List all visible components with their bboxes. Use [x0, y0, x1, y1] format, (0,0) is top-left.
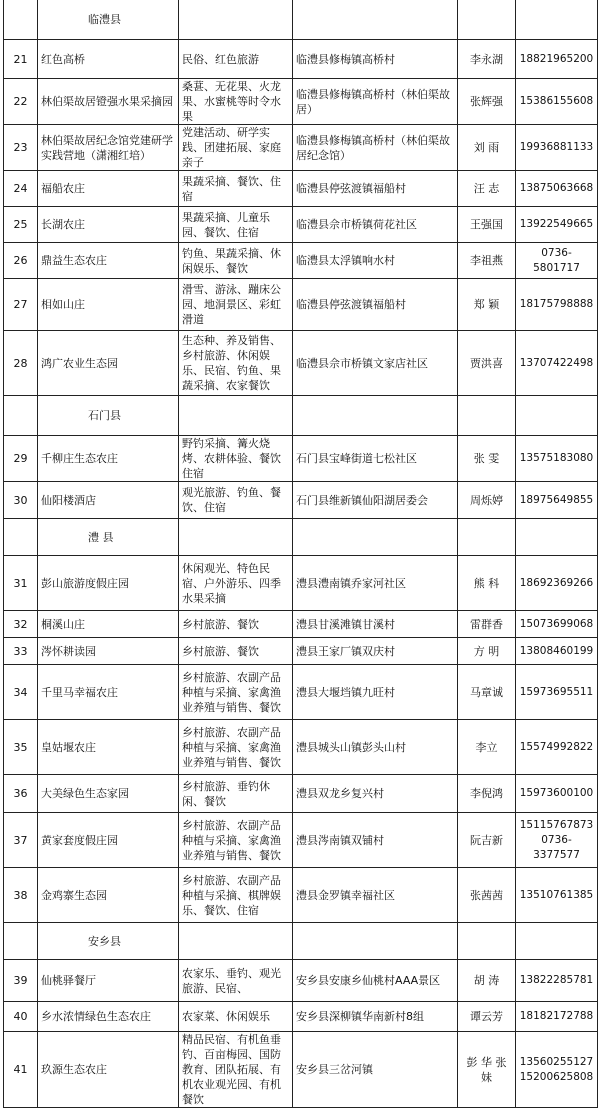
venue-address: 澧县王家厂镇双庆村 — [293, 638, 458, 665]
row-number: 29 — [4, 436, 38, 482]
table-row — [4, 79, 598, 125]
contact-person: 熊 科 — [458, 556, 516, 611]
venue-name: 金鸡寨生态园 — [38, 868, 179, 923]
empty-cell — [4, 0, 38, 40]
empty-cell — [4, 923, 38, 960]
empty-cell — [179, 923, 293, 960]
row-number: 38 — [4, 868, 38, 923]
table-row — [4, 638, 598, 665]
contact-phone: 13510761385 — [516, 868, 598, 923]
venue-activities: 桑葚、无花果、火龙果、水蜜桃等时令水果 — [179, 79, 293, 125]
row-number: 27 — [4, 279, 38, 331]
contact-person: 马章诚 — [458, 665, 516, 720]
contact-person: 刘 雨 — [458, 125, 516, 171]
empty-cell — [458, 923, 516, 960]
county-name: 澧 县 — [38, 519, 179, 556]
contact-phone: 15574992822 — [516, 720, 598, 775]
venue-name: 彭山旅游度假庄园 — [38, 556, 179, 611]
contact-person: 张茜茜 — [458, 868, 516, 923]
contact-phone: 15973600100 — [516, 775, 598, 813]
venue-activities: 乡村旅游、餐饮 — [179, 638, 293, 665]
contact-phone: 18175798888 — [516, 279, 598, 331]
row-number: 23 — [4, 125, 38, 171]
contact-phone: 13875063668 — [516, 171, 598, 207]
row-number: 35 — [4, 720, 38, 775]
table-row — [4, 482, 598, 519]
venue-activities: 民俗、红色旅游 — [179, 40, 293, 79]
venue-name: 乡水浓情绿色生态农庄 — [38, 1002, 179, 1032]
row-number: 40 — [4, 1002, 38, 1032]
county-name: 安乡县 — [38, 923, 179, 960]
venue-activities: 乡村旅游、农副产品种植与采摘、家禽渔业养殖与销售、餐饮 — [179, 665, 293, 720]
county-name: 石门县 — [38, 396, 179, 436]
venue-name: 桐溪山庄 — [38, 611, 179, 638]
venue-name: 鼎益生态农庄 — [38, 243, 179, 279]
contact-phone: 18821965200 — [516, 40, 598, 79]
venue-name: 林伯渠故居镫强水果采摘园 — [38, 79, 179, 125]
venue-activities: 党建活动、研学实践、团建拓展、家庭亲子 — [179, 125, 293, 171]
venue-activities: 乡村旅游、垂钓休闲、餐饮 — [179, 775, 293, 813]
row-number: 31 — [4, 556, 38, 611]
venue-activities: 生态种、养及销售、乡村旅游、休闲娱乐、民宿、钓鱼、果蔬采摘、农家餐饮 — [179, 331, 293, 396]
table-body — [4, 0, 598, 1108]
contact-person: 雷群香 — [458, 611, 516, 638]
venue-name: 福船农庄 — [38, 171, 179, 207]
venue-name: 红色高桥 — [38, 40, 179, 79]
contact-person: 张 雯 — [458, 436, 516, 482]
contact-phone: 18692369266 — [516, 556, 598, 611]
row-number: 22 — [4, 79, 38, 125]
empty-cell — [516, 923, 598, 960]
contact-phone: 13808460199 — [516, 638, 598, 665]
contact-person: 李倪鸿 — [458, 775, 516, 813]
venue-address: 临澧县修梅镇高桥村 — [293, 40, 458, 79]
table-row — [4, 556, 598, 611]
venue-activities: 乡村旅游、农副产品种植与采摘、棋牌娱乐、餐饮、住宿 — [179, 868, 293, 923]
county-header-row — [4, 396, 598, 436]
row-number: 25 — [4, 207, 38, 243]
venue-activities: 钓鱼、果蔬采摘、休闲娱乐、餐饮 — [179, 243, 293, 279]
row-number: 33 — [4, 638, 38, 665]
directory-table — [3, 0, 598, 1108]
table-row — [4, 868, 598, 923]
venue-name: 仙桃驿餐厅 — [38, 960, 179, 1002]
contact-person: 李祖燕 — [458, 243, 516, 279]
contact-phone: 18975649855 — [516, 482, 598, 519]
empty-cell — [516, 519, 598, 556]
contact-phone: 18182172788 — [516, 1002, 598, 1032]
empty-cell — [458, 0, 516, 40]
venue-address: 临澧县停弦渡镇福船村 — [293, 171, 458, 207]
empty-cell — [179, 519, 293, 556]
venue-activities: 果蔬采摘、儿童乐园、餐饮、住宿 — [179, 207, 293, 243]
table-row — [4, 1002, 598, 1032]
contact-person: 汪 志 — [458, 171, 516, 207]
venue-name: 千里马幸福农庄 — [38, 665, 179, 720]
contact-person: 张辉强 — [458, 79, 516, 125]
venue-address: 临澧县佘市桥镇荷花社区 — [293, 207, 458, 243]
table-row — [4, 611, 598, 638]
contact-phone: 15073699068 — [516, 611, 598, 638]
empty-cell — [179, 0, 293, 40]
venue-address: 石门县宝峰街道七松社区 — [293, 436, 458, 482]
county-header-row — [4, 923, 598, 960]
row-number: 36 — [4, 775, 38, 813]
venue-address: 安乡县安康乡仙桃村AAA景区 — [293, 960, 458, 1002]
table-row — [4, 960, 598, 1002]
venue-activities: 野钓采摘、篝火烧烤、农耕体验、餐饮住宿 — [179, 436, 293, 482]
venue-address: 澧县大堰垱镇九旺村 — [293, 665, 458, 720]
contact-phone: 0736-5801717 — [516, 243, 598, 279]
table-row — [4, 279, 598, 331]
contact-person: 李永湖 — [458, 40, 516, 79]
venue-activities: 精品民宿、有机鱼垂钓、百亩梅园、国防教育、团队拓展、有机农业观光园、有机餐饮 — [179, 1032, 293, 1108]
table-row — [4, 207, 598, 243]
county-header-row — [4, 0, 598, 40]
table-row — [4, 40, 598, 79]
table-row — [4, 125, 598, 171]
table-row — [4, 331, 598, 396]
venue-name: 千柳庄生态农庄 — [38, 436, 179, 482]
contact-phone: 19936881133 — [516, 125, 598, 171]
table-row — [4, 243, 598, 279]
venue-address: 安乡县深柳镇华南新村8组 — [293, 1002, 458, 1032]
venue-address: 临澧县停弦渡镇福船村 — [293, 279, 458, 331]
venue-name: 相如山庄 — [38, 279, 179, 331]
venue-name: 玖源生态农庄 — [38, 1032, 179, 1108]
contact-phone: 13575183080 — [516, 436, 598, 482]
row-number: 30 — [4, 482, 38, 519]
row-number: 41 — [4, 1032, 38, 1108]
empty-cell — [4, 519, 38, 556]
venue-activities: 农家菜、休闲娱乐 — [179, 1002, 293, 1032]
row-number: 24 — [4, 171, 38, 207]
row-number: 37 — [4, 813, 38, 868]
contact-phone: 13822285781 — [516, 960, 598, 1002]
table-row — [4, 775, 598, 813]
contact-person: 胡 涛 — [458, 960, 516, 1002]
venue-activities: 果蔬采摘、餐饮、住宿 — [179, 171, 293, 207]
empty-cell — [293, 396, 458, 436]
venue-address: 澧县甘溪滩镇甘溪村 — [293, 611, 458, 638]
venue-address: 临澧县佘市桥镇文家店社区 — [293, 331, 458, 396]
venue-name: 鸿广农业生态园 — [38, 331, 179, 396]
table-row — [4, 436, 598, 482]
empty-cell — [516, 0, 598, 40]
contact-person: 阮吉新 — [458, 813, 516, 868]
contact-person: 李立 — [458, 720, 516, 775]
venue-name: 皇姑堰农庄 — [38, 720, 179, 775]
empty-cell — [179, 396, 293, 436]
empty-cell — [458, 396, 516, 436]
table-row — [4, 171, 598, 207]
contact-phone: 13922549665 — [516, 207, 598, 243]
empty-cell — [4, 396, 38, 436]
contact-phone: 13707422498 — [516, 331, 598, 396]
venue-address: 临澧县修梅镇高桥村（林伯渠故居纪念馆） — [293, 125, 458, 171]
venue-name: 大美绿色生态家园 — [38, 775, 179, 813]
venue-address: 澧县双龙乡复兴村 — [293, 775, 458, 813]
contact-person: 谭云芳 — [458, 1002, 516, 1032]
venue-activities: 乡村旅游、农副产品种植与采摘、家禽渔业养殖与销售、餐饮 — [179, 813, 293, 868]
contact-phone: 15115767873 0736-3377577 — [516, 813, 598, 868]
venue-address: 澧县金罗镇幸福社区 — [293, 868, 458, 923]
empty-cell — [293, 0, 458, 40]
venue-address: 临澧县太浮镇响水村 — [293, 243, 458, 279]
venue-address: 澧县澧南镇乔家河社区 — [293, 556, 458, 611]
table-row — [4, 665, 598, 720]
row-number: 34 — [4, 665, 38, 720]
county-name: 临澧县 — [38, 0, 179, 40]
venue-activities: 乡村旅游、农副产品种植与采摘、家禽渔业养殖与销售、餐饮 — [179, 720, 293, 775]
venue-address: 石门县维新镇仙阳湖居委会 — [293, 482, 458, 519]
venue-activities: 观光旅游、钓鱼、餐饮、住宿 — [179, 482, 293, 519]
venue-name: 涔怀耕读园 — [38, 638, 179, 665]
table-row — [4, 720, 598, 775]
contact-phone: 15973695511 — [516, 665, 598, 720]
venue-address: 澧县涔南镇双铺村 — [293, 813, 458, 868]
contact-person: 彭 华 张 妹 — [458, 1032, 516, 1108]
contact-phone: 15386155608 — [516, 79, 598, 125]
row-number: 32 — [4, 611, 38, 638]
venue-address: 临澧县修梅镇高桥村（林伯渠故居） — [293, 79, 458, 125]
venue-name: 林伯渠故居纪念馆党建研学实践营地（潇湘红培） — [38, 125, 179, 171]
venue-activities: 休闲观光、特色民宿、户外游乐、四季水果采摘 — [179, 556, 293, 611]
venue-address: 安乡县三岔河镇 — [293, 1032, 458, 1108]
contact-person: 王强国 — [458, 207, 516, 243]
empty-cell — [458, 519, 516, 556]
row-number: 28 — [4, 331, 38, 396]
venue-name: 长湖农庄 — [38, 207, 179, 243]
table-row — [4, 1032, 598, 1108]
venue-name: 仙阳楼酒店 — [38, 482, 179, 519]
contact-person: 郑 颖 — [458, 279, 516, 331]
contact-person: 周烁婷 — [458, 482, 516, 519]
empty-cell — [293, 923, 458, 960]
county-header-row — [4, 519, 598, 556]
row-number: 39 — [4, 960, 38, 1002]
row-number: 21 — [4, 40, 38, 79]
venue-name: 黄家套度假庄园 — [38, 813, 179, 868]
venue-address: 澧县城头山镇彭头山村 — [293, 720, 458, 775]
empty-cell — [293, 519, 458, 556]
venue-activities: 乡村旅游、餐饮 — [179, 611, 293, 638]
contact-person: 贾洪喜 — [458, 331, 516, 396]
venue-activities: 农家乐、垂钓、观光旅游、民宿、 — [179, 960, 293, 1002]
contact-person: 方 明 — [458, 638, 516, 665]
contact-phone: 13560255127 15200625808 — [516, 1032, 598, 1108]
empty-cell — [516, 396, 598, 436]
table-row — [4, 813, 598, 868]
venue-activities: 滑雪、游泳、蹦床公园、地洞景区、彩虹滑道 — [179, 279, 293, 331]
row-number: 26 — [4, 243, 38, 279]
